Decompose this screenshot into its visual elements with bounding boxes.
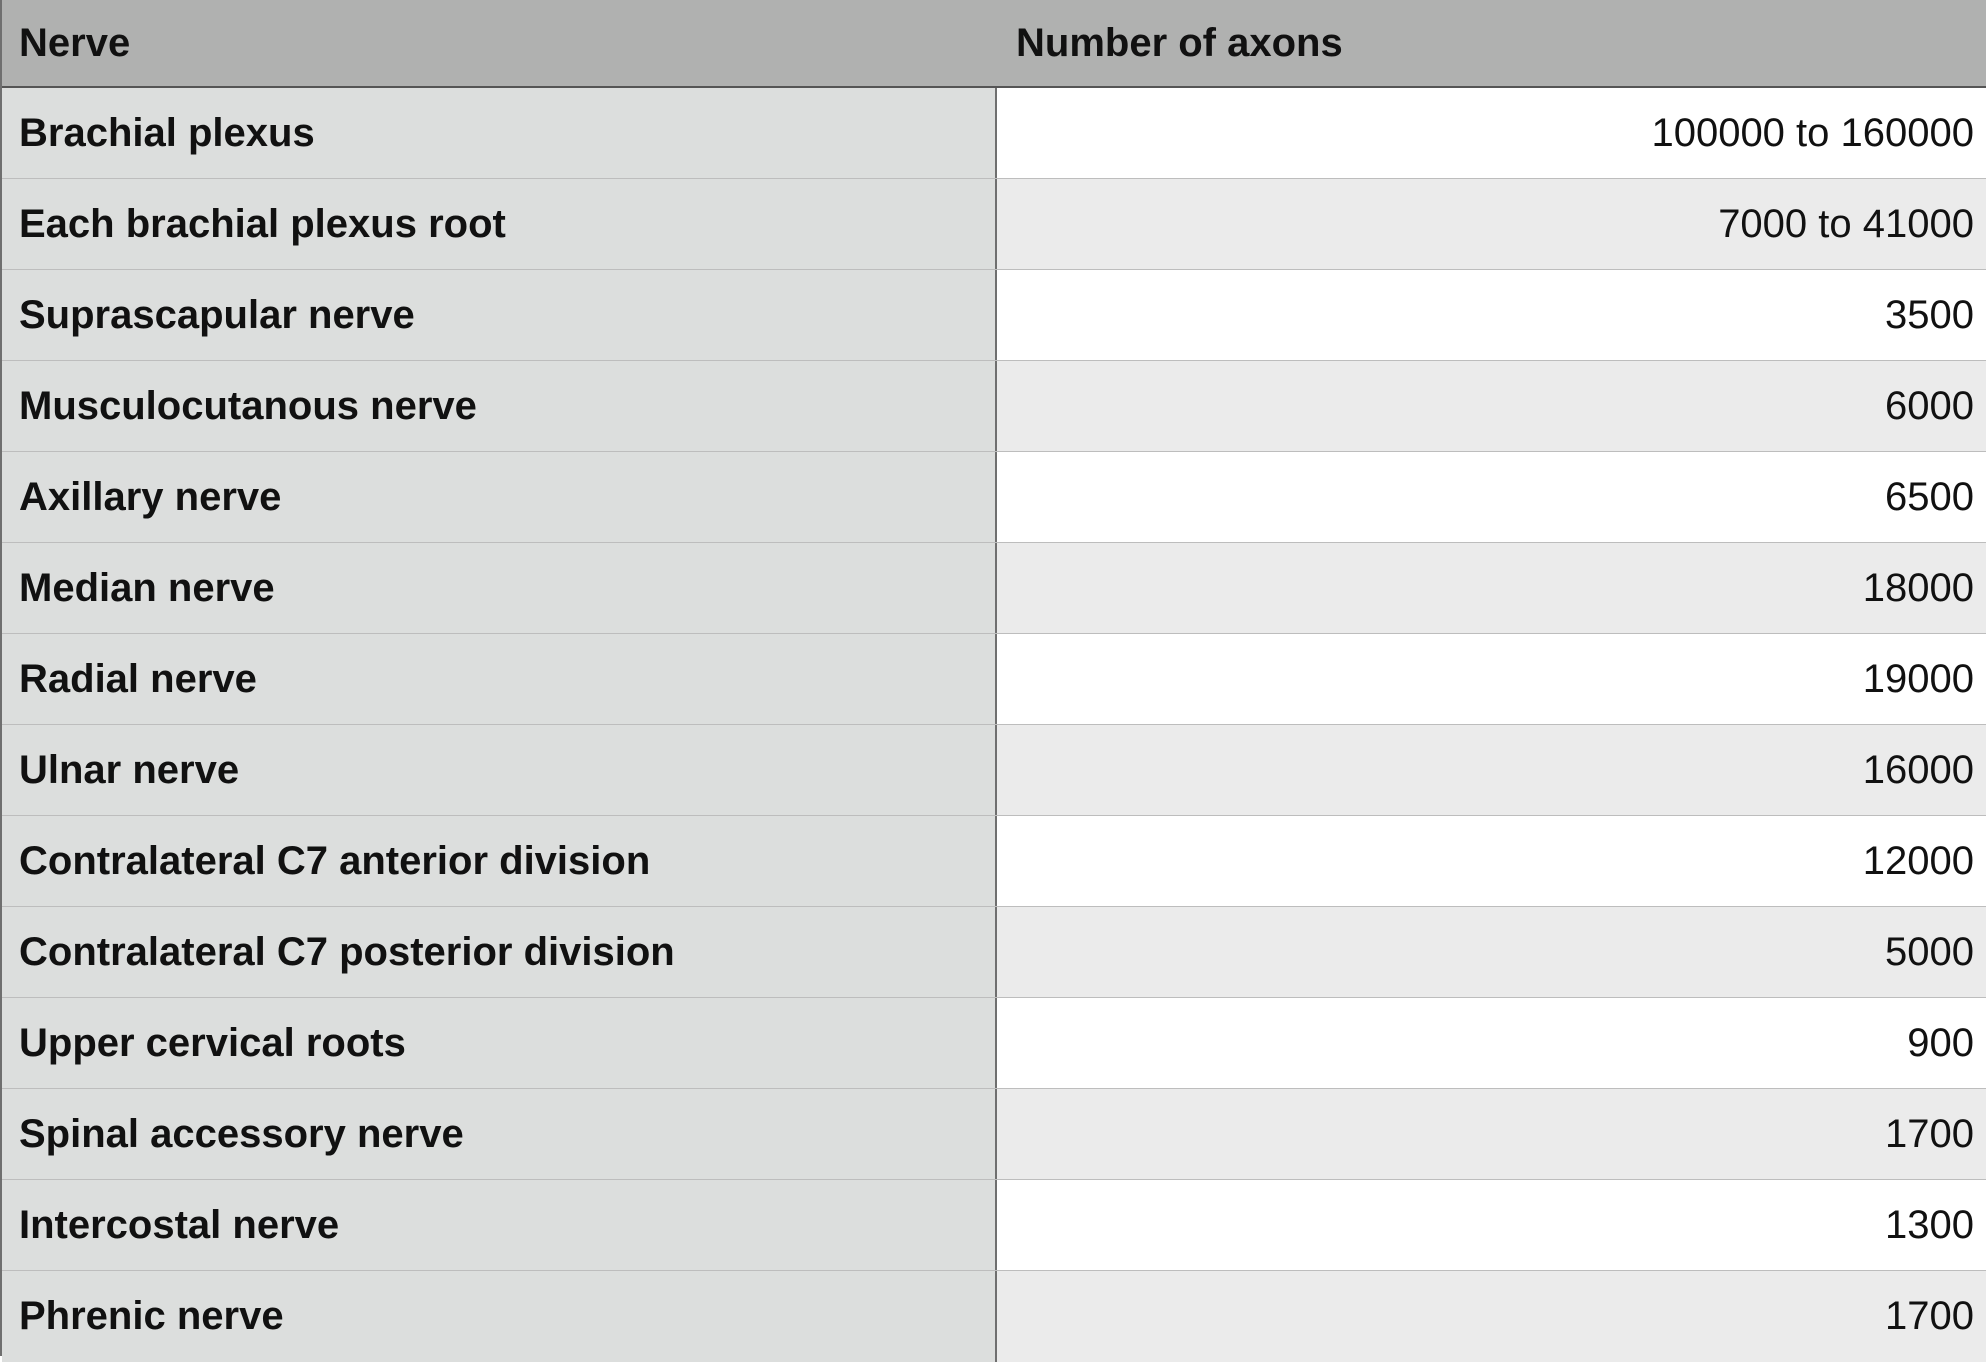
axon-count-cell: 16000 [997,725,1986,815]
nerve-name-cell: Radial nerve [2,634,997,724]
nerve-name-cell: Spinal accessory nerve [2,1089,997,1179]
axon-count-cell: 900 [997,998,1986,1088]
table-row [2,1271,1986,1362]
table-row [2,452,1986,543]
column-header-nerve: Nerve [19,21,131,65]
table-row [2,998,1986,1089]
table-row [2,270,1986,361]
nerve-name-cell: Median nerve [2,543,997,633]
axon-count-cell: 100000 to 160000 [997,88,1986,178]
axon-count-cell: 12000 [997,816,1986,906]
axon-count-cell: 1700 [997,1271,1986,1362]
column-header-number-of-axons: Number of axons [1016,21,1343,65]
axon-count-cell: 6000 [997,361,1986,451]
axon-count-cell: 6500 [997,452,1986,542]
axon-count-cell: 5000 [997,907,1986,997]
nerve-name-cell: Axillary nerve [2,452,997,542]
axon-count-cell: 18000 [997,543,1986,633]
nerve-name-cell: Contralateral C7 posterior division [2,907,997,997]
table-header-row [2,0,1986,88]
table-row [2,634,1986,725]
nerve-name-cell: Contralateral C7 anterior division [2,816,997,906]
table-row [2,725,1986,816]
nerve-name-cell: Musculocutanous nerve [2,361,997,451]
axon-count-cell: 3500 [997,270,1986,360]
axon-count-cell: 7000 to 41000 [997,179,1986,269]
nerve-name-cell: Suprascapular nerve [2,270,997,360]
table-row [2,816,1986,907]
axon-count-cell: 19000 [997,634,1986,724]
table-body [2,88,1986,1362]
table-row [2,907,1986,998]
axon-count-cell: 1700 [997,1089,1986,1179]
nerve-name-cell: Brachial plexus [2,88,997,178]
table-row [2,1180,1986,1271]
nerve-name-cell: Phrenic nerve [2,1271,997,1362]
nerve-name-cell: Upper cervical roots [2,998,997,1088]
table-row [2,88,1986,179]
table-row [2,543,1986,634]
nerve-name-cell: Each brachial plexus root [2,179,997,269]
nerve-name-cell: Intercostal nerve [2,1180,997,1270]
table-row [2,361,1986,452]
axon-count-cell: 1300 [997,1180,1986,1270]
table-row [2,179,1986,270]
table-row [2,1089,1986,1180]
nerve-name-cell: Ulnar nerve [2,725,997,815]
